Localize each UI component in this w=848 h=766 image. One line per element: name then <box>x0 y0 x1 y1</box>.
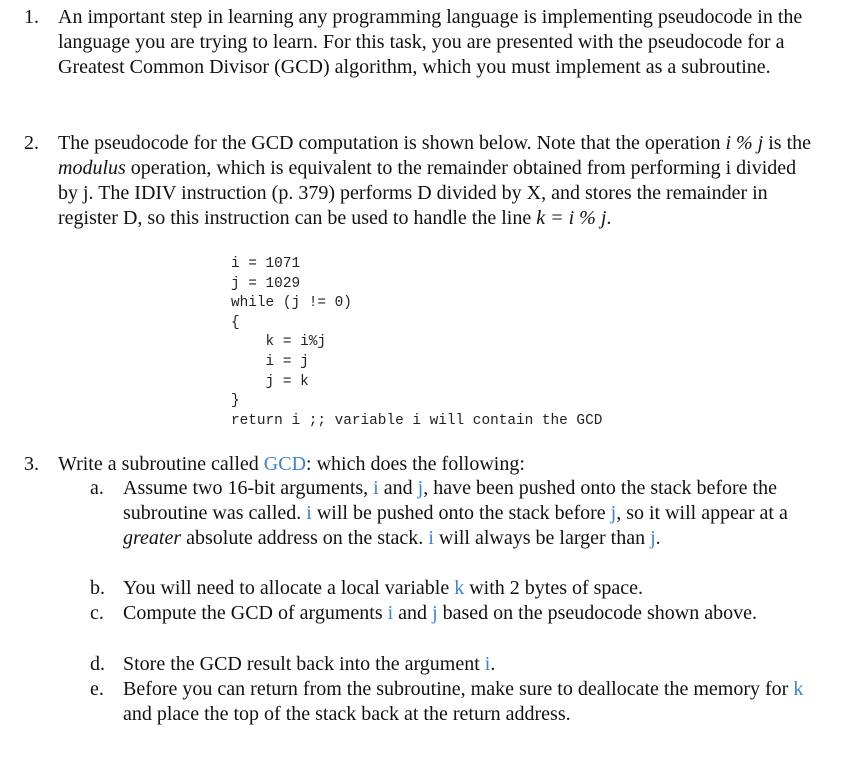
emphasis-greater: greater <box>123 527 182 549</box>
math-expression: i % j <box>725 132 764 154</box>
variable-k: k <box>793 678 804 700</box>
subroutine-name: GCD <box>263 453 307 475</box>
variable-j: j <box>650 527 656 549</box>
variable-j: j <box>432 602 438 624</box>
item-number: 1. <box>24 6 39 28</box>
text-run: and place the top of the stack back at the return address. <box>123 703 571 725</box>
text-run: will always be larger than <box>433 527 651 549</box>
variable-i: i <box>306 502 312 524</box>
text-run: . <box>655 527 661 549</box>
variable-i: i <box>484 653 491 675</box>
variable-i: i <box>387 602 394 624</box>
text-run: . <box>606 207 612 229</box>
text-run: and <box>393 602 433 624</box>
variable-j: j <box>610 502 617 524</box>
sub-item-letter: a. <box>90 477 104 499</box>
sub-item-text <box>123 476 818 551</box>
code-line: i = 1071 <box>231 256 301 272</box>
item-text <box>58 131 818 231</box>
text-run: Before you can return from the subroutine, make sure to deallocate the memory for <box>123 678 794 700</box>
variable-j: j <box>417 477 424 499</box>
sub-item-text <box>123 652 818 677</box>
text-run: , so it will appear at a <box>616 502 788 524</box>
text-run: absolute address on the stack. <box>181 527 429 549</box>
code-line: return i ;; variable i will contain the GCD <box>231 412 603 429</box>
text-run: will be pushed onto the stack before <box>311 502 611 524</box>
text-run: Write a subroutine called <box>58 453 264 475</box>
text-run: You will need to allocate a local variable <box>123 577 455 599</box>
item-number: 3. <box>24 453 39 475</box>
text-run: : which does the following: <box>306 453 525 475</box>
code-line: { <box>231 314 240 331</box>
text-run: . <box>490 653 496 675</box>
text-run: and <box>378 477 418 499</box>
code-line: i = j <box>231 353 309 370</box>
sub-item-letter: d. <box>90 653 105 675</box>
text-run: is the <box>763 132 812 154</box>
code-line: } <box>231 393 240 410</box>
item-text <box>58 452 818 477</box>
emphasis-modulus: modulus <box>58 157 126 179</box>
code-line: k = i%j <box>231 334 326 351</box>
variable-i: i <box>373 477 379 499</box>
variable-i: i <box>428 527 434 549</box>
text-run: Store the GCD result back into the argument <box>123 653 485 675</box>
math-expression: k = i % j <box>536 207 607 229</box>
text-run: with 2 bytes of space. <box>464 577 644 599</box>
text-run: Compute the GCD of arguments <box>123 602 388 624</box>
code-line: j = k <box>231 373 309 390</box>
code-line: j = 1029 <box>231 275 301 292</box>
text-run: , have been pushed onto the stack before the subroutine was called. <box>123 477 777 524</box>
sub-item-text <box>123 576 818 601</box>
variable-k: k <box>454 577 465 599</box>
text-run: operation, which is equivalent to the remainder obtained from performing i divided by j. The IDIV instruction (p. 379) performs D divided by X, and stores the remainder in register D, so this instruction can be used to handle the line <box>58 157 797 229</box>
sub-item-letter: b. <box>90 577 105 599</box>
text-run: based on the pseudocode shown above. <box>437 602 757 624</box>
item-number: 2. <box>24 132 39 154</box>
text-run: The pseudocode for the GCD computation is shown below. Note that the operation <box>58 132 726 154</box>
sub-item-text <box>123 601 818 626</box>
text-run: Assume two 16-bit arguments, <box>123 477 374 499</box>
sub-item-letter: e. <box>90 678 104 700</box>
item-text: An important step in learning any programming language is implementing pseudocode in the language you are trying to learn. For this task, you are presented with the pseudocode for a Greatest Common Divisor (GCD) algorithm, which you must implement as a subroutine. <box>58 6 803 78</box>
sub-item-text <box>123 677 818 727</box>
sub-item-letter: c. <box>90 602 104 624</box>
pseudocode-block <box>231 255 602 431</box>
code-line: while (j != 0) <box>231 295 352 312</box>
